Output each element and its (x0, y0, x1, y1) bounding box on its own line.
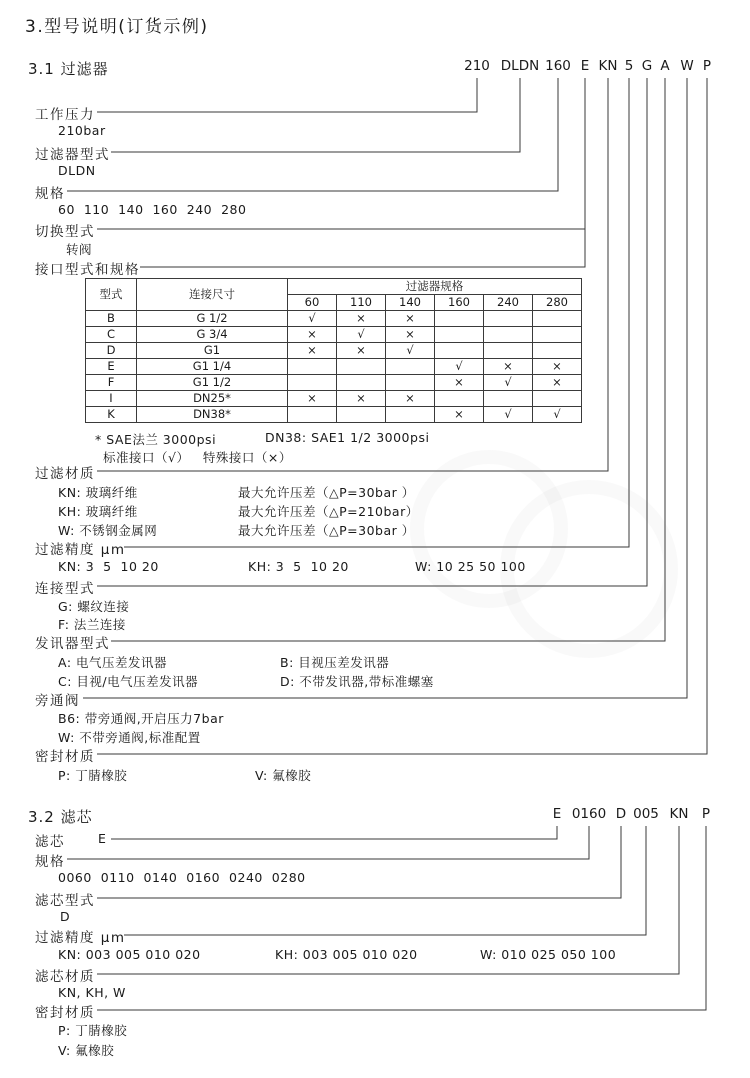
label-element-precision: 过滤精度 μm (35, 930, 126, 946)
port-mark-cell: × (533, 359, 582, 375)
port-mark-cell (484, 327, 533, 343)
leader-line (97, 826, 706, 1010)
port-mark-cell (337, 359, 386, 375)
label-working-pressure: 工作压力 (35, 107, 95, 123)
media-kn-desc: 最大允许压差（△P=30bar ） (238, 485, 415, 500)
label-bypass-valve: 旁通阀 (35, 693, 80, 709)
port-mark-cell (435, 327, 484, 343)
indicator-c: C: 目视/电气压差发讯器 (58, 674, 199, 689)
label-filter-precision: 过滤精度 μm (35, 542, 126, 558)
table-row (86, 311, 582, 327)
port-type-cell: F (86, 375, 137, 391)
port-mark-cell: × (337, 343, 386, 359)
element-precision-w: W: 010 025 050 100 (480, 947, 617, 962)
code-part-element: E (552, 806, 562, 822)
col-header-group: 过滤器规格 (288, 279, 582, 295)
port-mark-cell (337, 407, 386, 423)
section-filter-heading: 3.1 过滤器 (28, 60, 109, 78)
code-part-pressure: 210 (464, 58, 490, 74)
table-row (86, 327, 582, 343)
port-mark-cell (435, 311, 484, 327)
leader-line (111, 78, 520, 152)
label-size: 规格 (35, 186, 65, 202)
page-title: 3.型号说明(订货示例) (25, 17, 209, 37)
value-element: E (98, 831, 107, 846)
code-part-seal: P (702, 58, 712, 74)
port-mark-cell (533, 343, 582, 359)
table-note-standard: 标准接口（√） 特殊接口（×） (103, 450, 292, 465)
port-type-cell: K (86, 407, 137, 423)
code-part-element-precision: 005 (633, 806, 659, 822)
port-mark-cell (386, 359, 435, 375)
label-element-seal: 密封材质 (35, 1005, 95, 1021)
port-conn-cell: G 1/2 (137, 311, 288, 327)
col-header-size: 160 (435, 295, 484, 311)
code-part-media: KN (598, 58, 618, 74)
port-type-cell: I (86, 391, 137, 407)
port-mark-cell: × (337, 391, 386, 407)
value-working-pressure: 210bar (58, 123, 106, 138)
label-connection-type: 连接型式 (35, 581, 95, 597)
element-seal-v: V: 氟橡胶 (58, 1043, 115, 1058)
table-header-row (86, 279, 582, 295)
port-mark-cell: √ (484, 407, 533, 423)
port-mark-cell: × (386, 311, 435, 327)
media-kh-code: KH: 玻璃纤维 (58, 504, 138, 519)
port-mark-cell (386, 375, 435, 391)
port-conn-cell: G1 1/4 (137, 359, 288, 375)
port-conn-cell: DN38* (137, 407, 288, 423)
port-conn-cell: G1 (137, 343, 288, 359)
port-mark-cell: × (288, 391, 337, 407)
table-row (86, 359, 582, 375)
indicator-d: D: 不带发讯器,带标准螺塞 (280, 674, 434, 689)
table-row (86, 375, 582, 391)
leader-line (97, 826, 621, 898)
indicator-b: B: 目视压差发讯器 (280, 655, 390, 670)
port-mark-cell: √ (386, 343, 435, 359)
port-mark-cell: × (288, 327, 337, 343)
col-header-size: 280 (533, 295, 582, 311)
port-type-cell: B (86, 311, 137, 327)
label-seal-material: 密封材质 (35, 749, 95, 765)
leader-line (111, 826, 557, 839)
port-mark-cell (533, 327, 582, 343)
precision-w: W: 10 25 50 100 (415, 559, 526, 574)
port-mark-cell (337, 375, 386, 391)
label-filter-media: 过滤材质 (35, 466, 95, 482)
value-filter-type: DLDN (58, 163, 96, 178)
connection-f: F: 法兰连接 (58, 617, 126, 632)
port-mark-cell (533, 391, 582, 407)
code-part-element-size: 0160 (571, 806, 607, 822)
table-row (86, 391, 582, 407)
leader-line (67, 826, 589, 859)
code-part-element-material: KN (669, 806, 689, 822)
port-mark-cell (533, 311, 582, 327)
label-indicator-type: 发讯器型式 (35, 636, 110, 652)
value-element-size: 0060 0110 0140 0160 0240 0280 (58, 870, 306, 885)
port-type-cell: D (86, 343, 137, 359)
port-mark-cell: × (288, 343, 337, 359)
table-row (86, 407, 582, 423)
port-mark-cell (484, 343, 533, 359)
label-filter-type: 过滤器型式 (35, 147, 110, 163)
col-header-type: 型式 (86, 279, 137, 311)
code-part-connection: G (641, 58, 653, 74)
label-switch-type: 切换型式 (35, 224, 95, 240)
table-note-flange: * SAE法兰 3000psi (95, 432, 217, 447)
port-mark-cell: × (337, 311, 386, 327)
code-part-element-type: D (615, 806, 627, 822)
code-part-precision: 5 (624, 58, 634, 74)
port-mark-cell: √ (533, 407, 582, 423)
port-mark-cell (484, 391, 533, 407)
port-mark-cell (288, 407, 337, 423)
port-conn-cell: G 3/4 (137, 327, 288, 343)
leader-line (97, 78, 477, 112)
label-element-material: 滤芯材质 (35, 969, 95, 985)
precision-kn: KN: 3 5 10 20 (58, 559, 159, 574)
precision-kh: KH: 3 5 10 20 (248, 559, 349, 574)
port-mark-cell: √ (288, 311, 337, 327)
col-header-size: 240 (484, 295, 533, 311)
leader-line (67, 78, 558, 191)
element-seal-p: P: 丁腈橡胶 (58, 1023, 128, 1038)
port-spec-table (85, 278, 582, 423)
section-element-heading: 3.2 滤芯 (28, 808, 93, 826)
port-conn-cell: G1 1/2 (137, 375, 288, 391)
port-mark-cell: × (435, 407, 484, 423)
port-mark-cell: × (386, 391, 435, 407)
port-mark-cell: √ (337, 327, 386, 343)
col-header-size: 140 (386, 295, 435, 311)
media-w-desc: 最大允许压差（△P=30bar ） (238, 523, 415, 538)
media-w-code: W: 不锈钢金属网 (58, 523, 158, 538)
port-mark-cell (435, 343, 484, 359)
code-part-element-seal: P (701, 806, 711, 822)
media-kn-code: KN: 玻璃纤维 (58, 485, 138, 500)
port-mark-cell (288, 375, 337, 391)
leader-line (140, 78, 585, 267)
label-element-size: 规格 (35, 854, 65, 870)
label-port-spec: 接口型式和规格 (35, 262, 140, 278)
port-mark-cell (288, 359, 337, 375)
port-mark-cell: × (533, 375, 582, 391)
table-row (86, 343, 582, 359)
port-mark-cell: × (484, 359, 533, 375)
port-mark-cell (386, 407, 435, 423)
port-mark-cell: √ (484, 375, 533, 391)
port-mark-cell: × (386, 327, 435, 343)
code-part-bypass: W (680, 58, 694, 74)
seal-v: V: 氟橡胶 (255, 768, 312, 783)
bypass-b6: B6: 带旁通阀,开启压力7bar (58, 711, 224, 726)
port-mark-cell: √ (435, 359, 484, 375)
code-part-size: 160 (545, 58, 571, 74)
code-part-type: DLDN (500, 58, 540, 74)
code-part-indicator: A (660, 58, 670, 74)
port-mark-cell (484, 311, 533, 327)
value-element-type: D (60, 909, 71, 924)
media-kh-desc: 最大允许压差（△P=210bar） (238, 504, 419, 519)
label-element-type: 滤芯型式 (35, 893, 95, 909)
port-type-cell: E (86, 359, 137, 375)
port-type-cell: C (86, 327, 137, 343)
connection-g: G: 螺纹连接 (58, 599, 130, 614)
value-switch-type: 转阀 (66, 242, 93, 257)
indicator-a: A: 电气压差发讯器 (58, 655, 168, 670)
col-header-size: 60 (288, 295, 337, 311)
port-mark-cell: × (435, 375, 484, 391)
code-part-port: E (580, 58, 590, 74)
element-precision-kh: KH: 003 005 010 020 (275, 947, 418, 962)
value-size: 60 110 140 160 240 280 (58, 202, 247, 217)
bypass-w: W: 不带旁通阀,标准配置 (58, 730, 201, 745)
label-element: 滤芯 (35, 834, 65, 850)
port-mark-cell (435, 391, 484, 407)
table-note-dn38: DN38: SAE1 1/2 3000psi (265, 430, 430, 445)
col-header-conn: 连接尺寸 (137, 279, 288, 311)
seal-p: P: 丁腈橡胶 (58, 768, 128, 783)
col-header-size: 110 (337, 295, 386, 311)
value-element-material: KN, KH, W (58, 985, 126, 1000)
port-conn-cell: DN25* (137, 391, 288, 407)
element-precision-kn: KN: 003 005 010 020 (58, 947, 201, 962)
